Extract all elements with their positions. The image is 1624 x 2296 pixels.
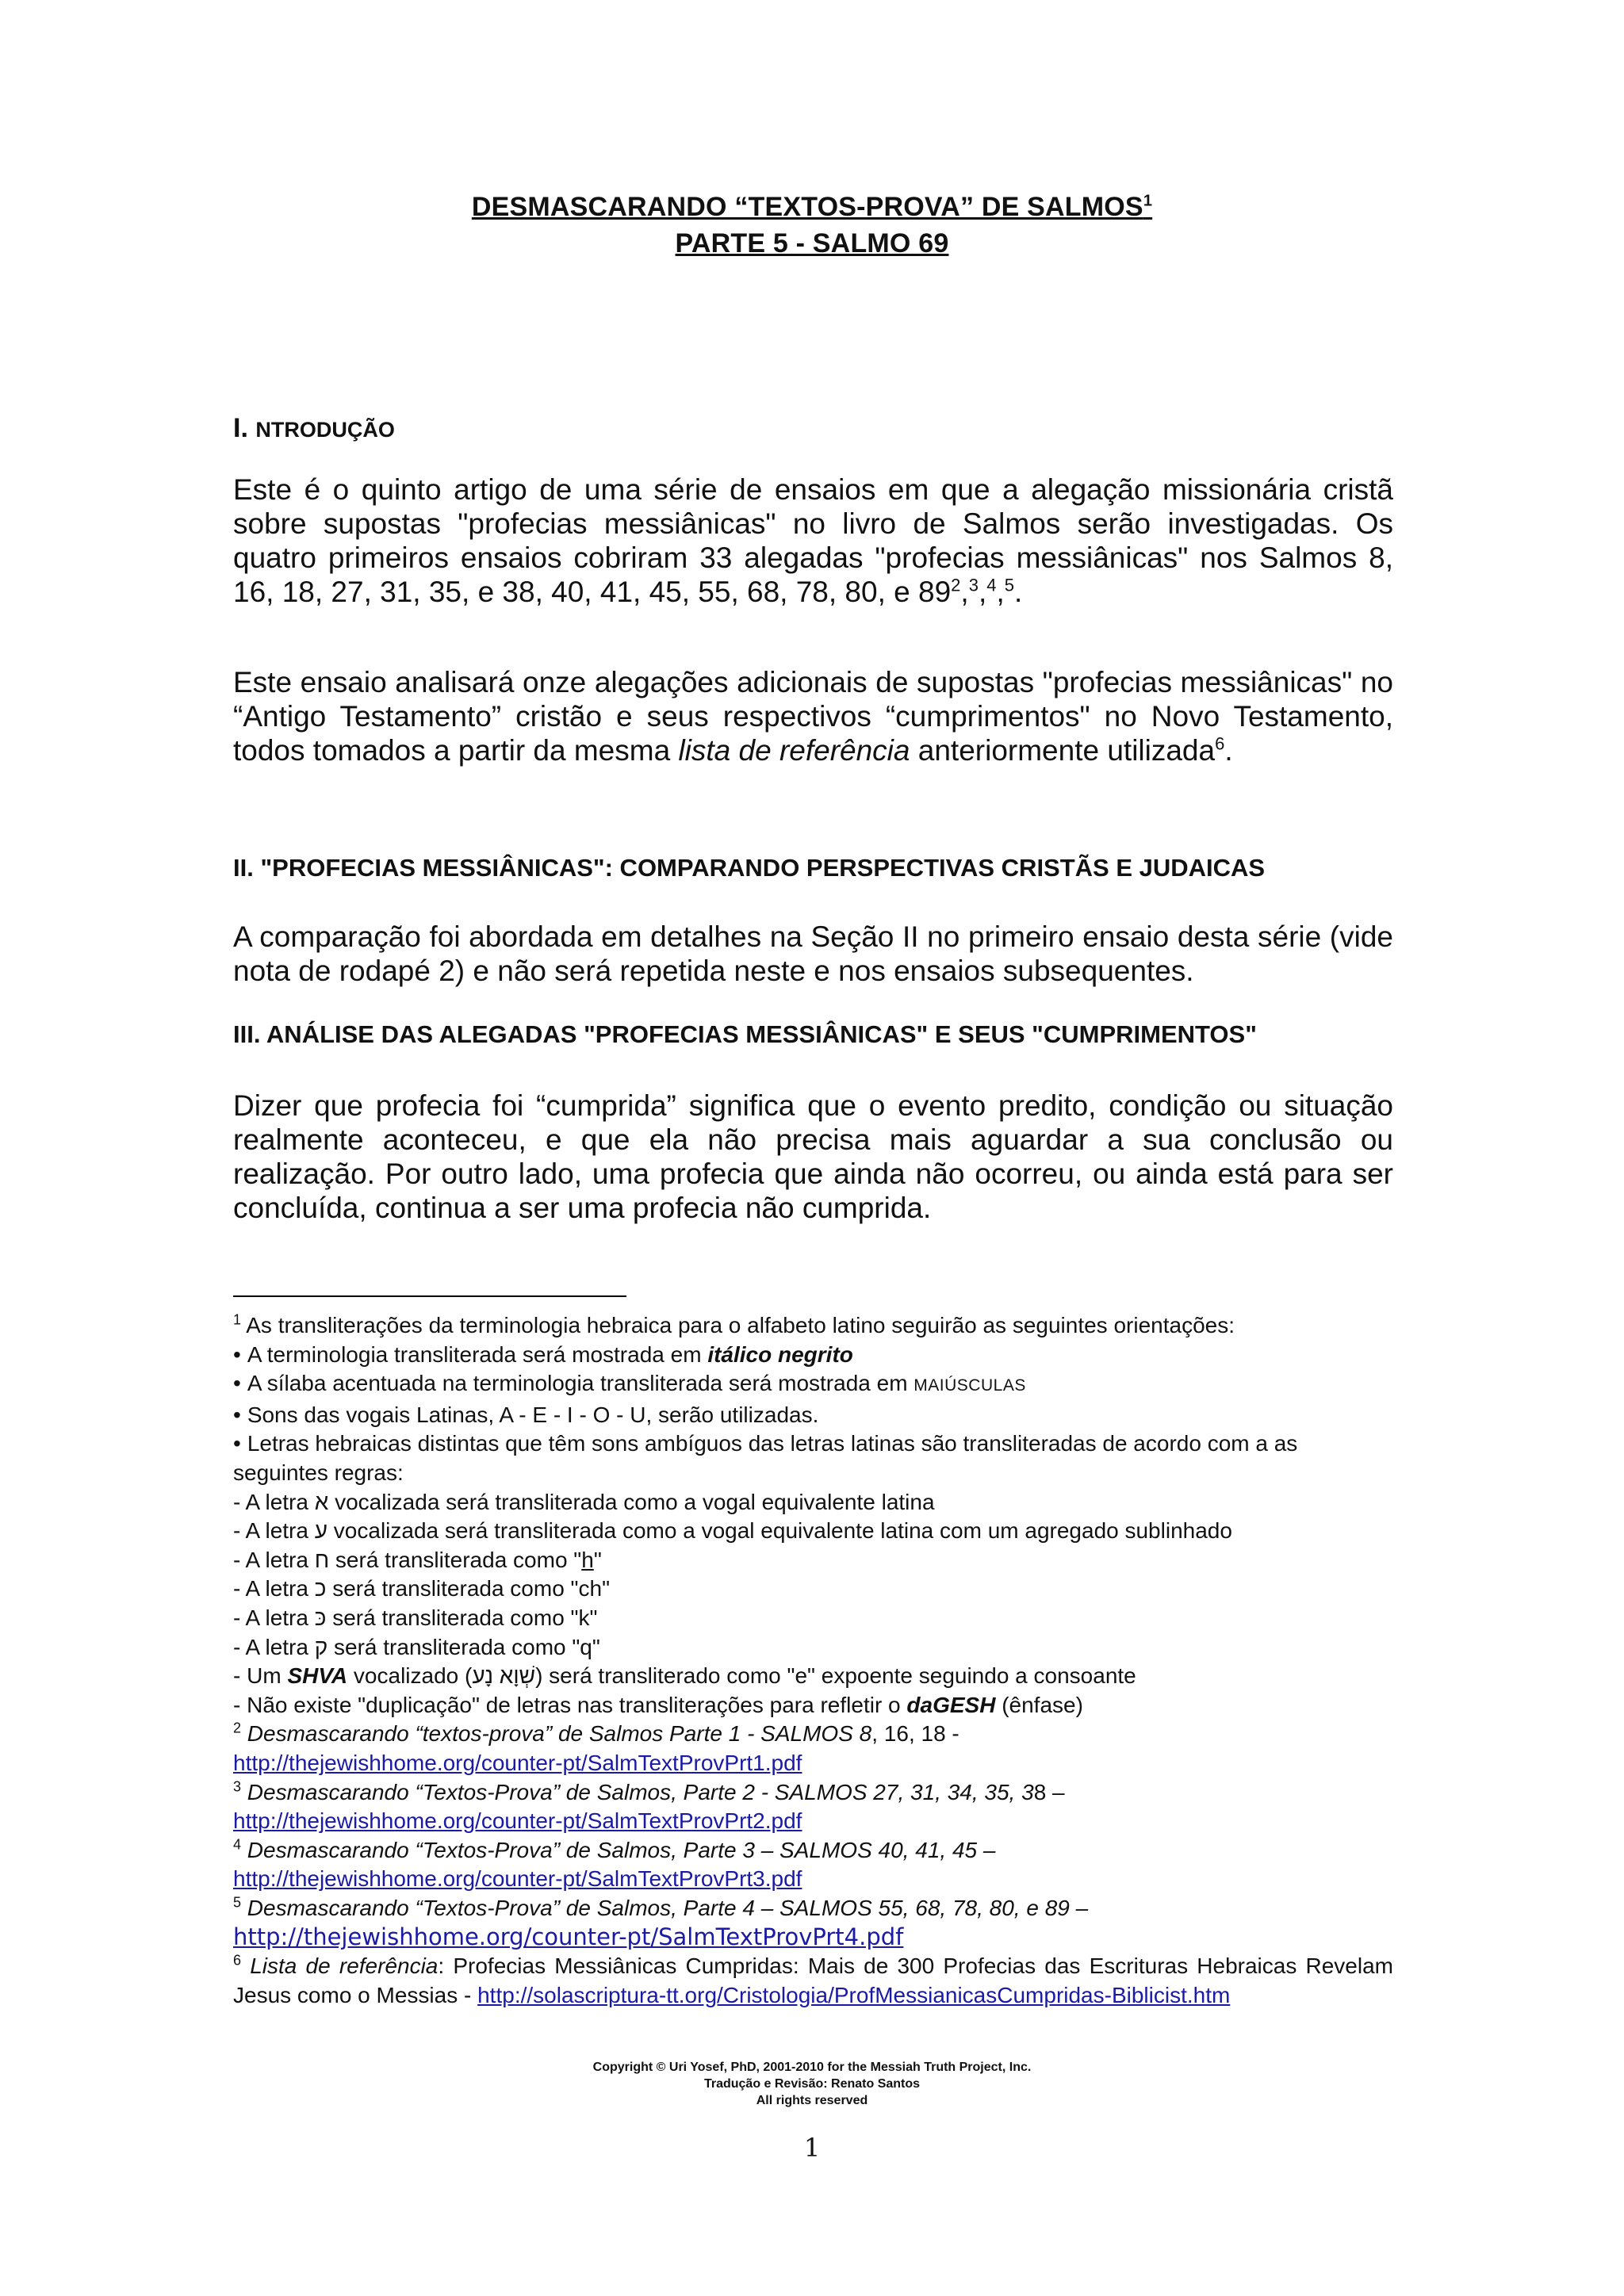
footnote-6-link[interactable]: http://solascriptura-tt.org/Cristologia/ProfMessianicasCumpridas-Biblicist.htm (477, 1982, 1231, 2007)
footnote-1-bullet-1: • A terminologia transliterada será mostrada em itálico negrito (233, 1341, 1393, 1370)
footnote-1-rule-3: - A letra ח será transliterada como "h" (233, 1547, 602, 1572)
page-number: 1 (803, 2133, 821, 2163)
footnote-1-bullet-3: • Sons das vogais Latinas, A - E - I - O - U, serão utilizadas. (233, 1401, 1393, 1430)
footnote-1: $^1$ As transliterações da terminologia hebraica para o alfabeto latino seguirão as seguintes orientações: (233, 1311, 1235, 1337)
footnote-ref-3[interactable]: 3 (968, 575, 979, 595)
footnote-2-link[interactable]: http://thejewishhome.org/counter-pt/SalmTextProvPrt1.pdf (233, 1750, 802, 1775)
footnote-ref-4[interactable]: 4 (986, 575, 997, 595)
document-title (0, 192, 1624, 223)
footnote-4: $^4$ Desmascarando “Textos-Prova” de Salmos, Parte 3 – SALMOS 40, 41, 45 – (233, 1836, 996, 1862)
document-subtitle: PARTE 5 - SALMO 69 (675, 228, 949, 258)
paragraph-intro-2: Este ensaio analisará onze alegações adicionais de supostas "profecias messiânicas" no “Antigo Testamento” cristão e seus respectivos “cumprimentos" no Novo Testamento, todos tomados a partir da mesma lista de referência anteriormente utilizada$^6$. (233, 666, 1393, 767)
section-heading-3: III. ANÁLISE DAS ALEGADAS "PROFECIAS MESSIÂNICAS" E SEUS "CUMPRIMENTOS" (233, 1020, 1257, 1048)
footnote-3-link[interactable]: http://thejewishhome.org/counter-pt/SalmTextProvPrt2.pdf (233, 1808, 802, 1834)
footnote-1-rule-8: - Não existe "duplicação" de letras nas transliterações para refletir o daGESH (ênfase) (233, 1692, 1083, 1717)
footnote-4-link[interactable]: http://thejewishhome.org/counter-pt/SalmTextProvPrt3.pdf (233, 1866, 802, 1892)
footnote-ref-1[interactable]: 1 (1143, 192, 1153, 210)
footnote-1-rule-7: - Um SHVA vocalizado (שְׁוָא נָע) será transliterado como "e" expoente seguindo a consoante (233, 1663, 1136, 1689)
footnote-1-rule-4: - A letra כ será transliterada como "ch" (233, 1576, 611, 1601)
footnotes (233, 1311, 1393, 2010)
paragraph-section-3: Dizer que profecia foi “cumprida” significa que o evento predito, condição ou situação realmente aconteceu, e que ela não precisa mais aguardar a sua conclusão ou realização. Por outro lado, uma profecia que ainda não ocorreu, ou ainda está para ser concluída, continua a ser uma profecia não cumprida. (233, 1089, 1393, 1224)
footnote-separator (233, 1295, 626, 1297)
footnote-ref-5[interactable]: 5 (1004, 575, 1015, 595)
footnote-3: $^3$ Desmascarando “Textos-Prova” de Salmos, Parte 2 - SALMOS 27, 31, 34, 35, 38 – (233, 1778, 1065, 1804)
copyright-block (0, 2059, 1624, 2109)
footnote-1-rule-6: - A letra ק será transliterada como "q" (233, 1634, 600, 1659)
footnote-1-rule-2: - A letra ע vocalizada será transliterada como a vogal equivalente latina com um agregado sublinhado (233, 1518, 1232, 1544)
footnote-1-bullet-4: • Letras hebraicas distintas que têm sons ambíguos das letras latinas são transliteradas de acordo com a as seguintes regras: (233, 1429, 1393, 1487)
footnote-2: $^2$ Desmascarando “textos-prova” de Salmos Parte 1 - SALMOS 8, 16, 18 - (233, 1720, 959, 1747)
paragraph-intro-1: Este é o quinto artigo de uma série de ensaios em que a alegação missionária cristã sobre supostas "profecias messiânicas" no livro de Salmos serão investigadas. Os quatro primeiros ensaios cobriram 33 alegadas "profecias messiânicas" nos Salmos 8, 16, 18, 27, 31, 35, e 38, 40, 41, 45, 55, 68, 78, 80, e $89^2,^3,^4,^5$. (233, 473, 1393, 608)
section-heading-2: II. "PROFECIAS MESSIÂNICAS": COMPARANDO PERSPECTIVAS CRISTÃS E JUDAICAS (233, 854, 1266, 882)
translation-credit: Tradução e Revisão: Renato Santos (703, 2077, 921, 2091)
footnote-ref-6[interactable]: 6 (1215, 733, 1225, 754)
copyright-line: Copyright © Uri Yosef, PhD, 2001-2010 for the Messiah Truth Project, Inc. (592, 2061, 1032, 2074)
footnote-6: $^6$ Lista de referência: Profecias Messiânicas Cumpridas: Mais de 300 Profecias das Escrituras Hebraicas Revelam Jesus como o Messias - http://solascriptura-tt.org/Cristologia/ProfMessianicasCumpridas-Biblicist.htm (233, 1952, 1393, 2007)
footnote-1-rule-1: - A letra א vocalizada será transliterada como a vogal equivalente latina (233, 1489, 935, 1514)
footnote-1-rule-5: - A letra כּ será transliterada como "k" (233, 1605, 598, 1630)
paragraph-section-2: A comparação foi abordada em detalhes na Seção II no primeiro ensaio desta série (vide nota de rodapé 2) e não será repetida neste e nos ensaios subsequentes. (233, 920, 1393, 987)
footnote-1-bullet-2: • A sílaba acentuada na terminologia transliterada será mostrada em MAIÚSCULAS (233, 1369, 1393, 1401)
footnote-5: $^5$ Desmascarando “Textos-Prova” de Salmos, Parte 4 – SALMOS 55, 68, 78, 80, e 89 – (233, 1894, 1089, 1920)
footnote-5-link[interactable]: http://thejewishhome.org/counter-pt/SalmTextProvPrt4.pdf (233, 1923, 904, 1951)
title-line-1: DESMASCARANDO “TEXTOS-PROVA” DE SALMOS (471, 192, 1143, 222)
rights-reserved: All rights reserved (756, 2094, 868, 2107)
section-heading-intro: I. NTRODUÇÃO (233, 413, 395, 443)
footnote-ref-2[interactable]: 2 (951, 575, 961, 595)
